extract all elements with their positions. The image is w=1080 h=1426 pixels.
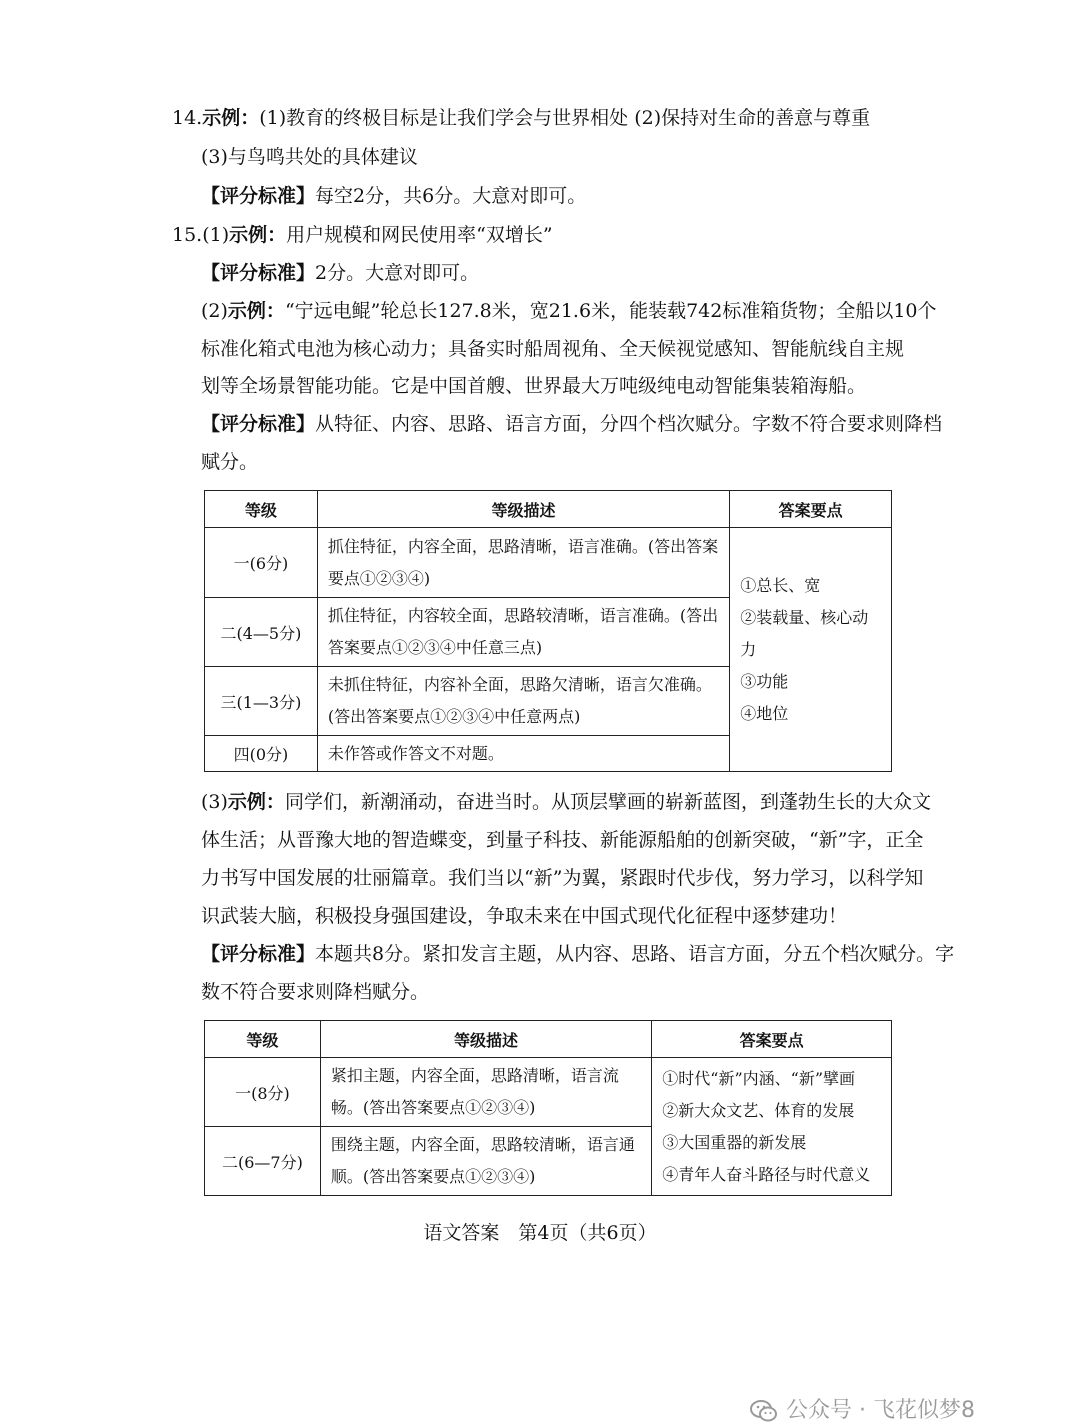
point-item: ①时代“新”内涵、“新”擘画 — [662, 1068, 856, 1088]
grade-table-1 — [204, 490, 892, 772]
desc-cell: 未作答或作答文不对题。 — [317, 736, 729, 772]
q15-p3-criteria — [201, 942, 954, 966]
criteria-label: 【评分标准】 — [201, 943, 316, 965]
q14-criteria — [201, 184, 586, 208]
q15-p2-criteria — [201, 412, 942, 436]
q15-p3-line4: 识武装大脑，积极投身强国建设，争取未来在中国式现代化征程中逐梦建功！ — [201, 905, 848, 927]
q15-p3-line3: 力书写中国发展的壮丽篇章。我们当以“新”为翼，紧跟时代步伐，努力学习，以科学知 — [201, 867, 924, 889]
q15-p1-criteria — [201, 261, 479, 285]
criteria-label: 【评分标准】 — [201, 262, 316, 284]
table-header-row — [205, 1021, 892, 1058]
header-desc: 等级描述 — [320, 1021, 651, 1058]
criteria-text: 从特征、内容、思路、语言方面，分四个档次赋分。字数不符合要求则降档 — [315, 413, 943, 435]
q15-p2-pre: (2) — [201, 300, 228, 322]
q14-lead: 示例： — [202, 107, 260, 129]
criteria-text: 2分。大意对即可。 — [315, 262, 480, 284]
q15-p2-criteria-cont: 赋分。 — [201, 451, 259, 473]
point-item: ④地位 — [740, 703, 789, 723]
point-item: ③功能 — [740, 671, 789, 691]
watermark — [750, 1393, 975, 1424]
desc-cell: 未抓住特征，内容补全面，思路欠清晰，语言欠准确。(答出答案要点①②③④中任意两点) — [317, 667, 729, 736]
q15-p1-text: 用户规模和网民使用率“双增长” — [286, 224, 553, 246]
point-item: ①总长、宽 — [740, 575, 821, 595]
criteria-text: 本题共8分。紧扣发言主题，从内容、思路、语言方面，分五个档次赋分。字 — [315, 943, 955, 965]
level-cell: 一(8分) — [205, 1058, 321, 1127]
q15-number: 15. — [172, 224, 203, 246]
q15-p2-line2: 标准化箱式电池为核心动力；具备实时船周视角、全天候视觉感知、智能航线自主规 — [201, 338, 905, 360]
point-item: ④青年人奋斗路径与时代意义 — [662, 1164, 871, 1184]
grade-table-2 — [204, 1020, 892, 1196]
q15-p3-criteria-cont: 数不符合要求则降档赋分。 — [201, 981, 430, 1003]
criteria-label: 【评分标准】 — [201, 413, 316, 435]
q15-p1-pre: (1) — [202, 224, 230, 246]
level-cell: 四(0分) — [205, 736, 318, 772]
page-footer: 语文答案 第4页（共6页） — [423, 1222, 657, 1244]
point-item: ③大国重器的新发展 — [662, 1132, 807, 1152]
q15-p3-line1 — [201, 790, 931, 814]
table-row — [205, 528, 892, 598]
q15-p3-pre: (3) — [201, 791, 228, 813]
point-item: ②新大众文艺、体育的发展 — [662, 1100, 855, 1120]
header-points: 答案要点 — [652, 1021, 892, 1058]
q15-p3-text: 同学们，新潮涌动，奋进当时。从顶层擘画的崭新蓝图，到蓬勃生长的大众文 — [284, 791, 931, 813]
header-desc: 等级描述 — [317, 491, 729, 528]
point-item: ②装载量、核心动力 — [740, 607, 869, 659]
criteria-label: 【评分标准】 — [201, 185, 316, 207]
level-cell: 一(6分) — [205, 528, 318, 598]
table-header-row — [205, 491, 892, 528]
q15-p2-text: “宁远电鲲”轮总长127.8米，宽21.6米，能装载742标准箱货物；全船以10个 — [284, 300, 937, 322]
points-cell — [652, 1058, 892, 1196]
desc-cell: 抓住特征，内容较全面，思路较清晰，语言准确。(答出答案要点①②③④中任意三点) — [317, 598, 729, 667]
level-cell: 二(6—7分) — [205, 1127, 321, 1196]
q14-text1: (1)教育的终极目标是让我们学会与世界相处 (2)保持对生命的善意与尊重 — [259, 107, 871, 129]
header-level: 等级 — [205, 491, 318, 528]
q15-p3-line2: 体生活；从晋豫大地的智造蝶变，到量子科技、新能源船舶的创新突破，“新”字，正全 — [201, 829, 924, 851]
table-row — [205, 1058, 892, 1127]
level-cell: 三(1—3分) — [205, 667, 318, 736]
header-level: 等级 — [205, 1021, 321, 1058]
q14-line2: (3)与鸟鸣共处的具体建议 — [201, 146, 418, 168]
level-cell: 二(4—5分) — [205, 598, 318, 667]
q15-p2-line3: 划等全场景智能功能。它是中国首艘、世界最大万吨级纯电动智能集装箱海船。 — [201, 375, 867, 397]
q15-p2-line1 — [201, 299, 937, 323]
q14-line1 — [172, 106, 870, 130]
wechat-icon — [750, 1399, 778, 1423]
desc-cell: 抓住特征，内容全面，思路清晰，语言准确。(答出答案要点①②③④) — [317, 528, 729, 598]
q15-p3-lead: 示例： — [227, 791, 285, 813]
header-points: 答案要点 — [730, 491, 892, 528]
desc-cell: 围绕主题，内容全面，思路较清晰，语言通顺。(答出答案要点①②③④) — [320, 1127, 651, 1196]
q14-number: 14. — [172, 107, 203, 129]
desc-cell: 紧扣主题，内容全面，思路清晰，语言流畅。(答出答案要点①②③④) — [320, 1058, 651, 1127]
points-cell — [730, 528, 892, 772]
q15-p1 — [172, 223, 553, 247]
watermark-text: 公众号 · 飞花似梦8 — [786, 1398, 975, 1423]
q15-p1-lead: 示例： — [229, 224, 287, 246]
q15-p2-lead: 示例： — [227, 300, 285, 322]
criteria-text: 每空2分，共6分。大意对即可。 — [315, 185, 587, 207]
